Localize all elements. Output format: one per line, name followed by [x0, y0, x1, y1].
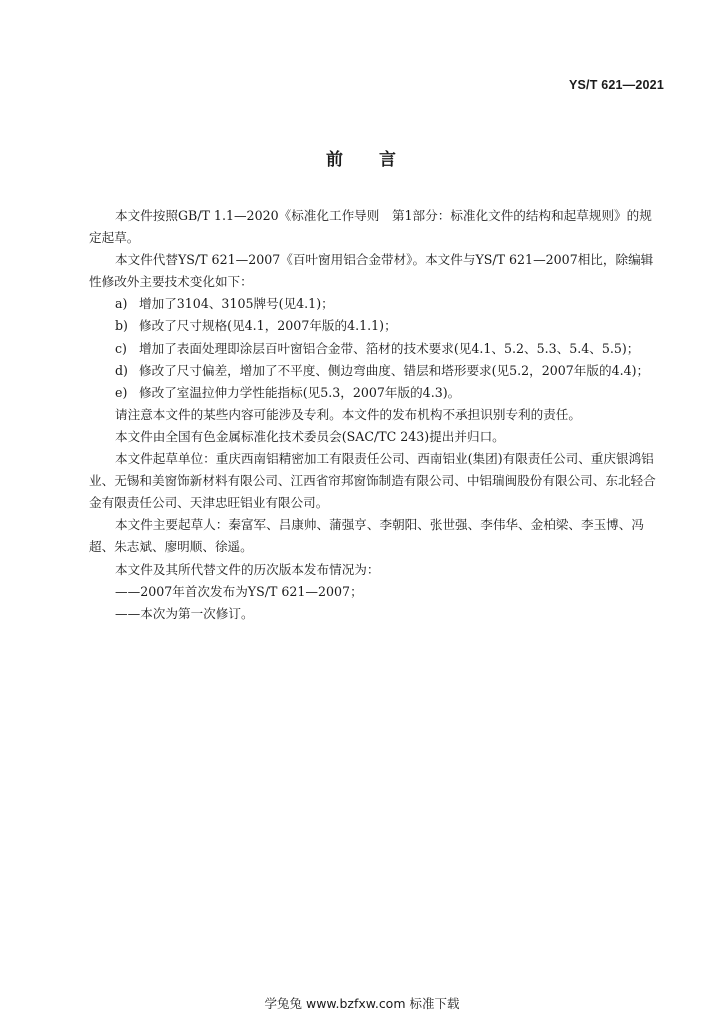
history-item: ——2007年首次发布为YS/T 621—2007；: [115, 583, 363, 599]
list-item: [89, 315, 661, 337]
list-item-label: d): [115, 362, 128, 378]
history-item: ——本次为第一次修订。: [115, 605, 254, 621]
standard-number: YS/T 621—2021: [568, 78, 664, 92]
list-item-text: 增加了表面处理即涂层百叶窗铝合金带、箔材的技术要求(见4.1、5.2、5.3、5.4、5.5)；: [139, 340, 640, 356]
paragraph-replaces: 本文件代替YS/T 621—2007《百叶窗用铝合金带材》。本文件与YS/T 621—2007相比，除编辑性修改外主要技术变化如下：: [89, 252, 654, 290]
paragraph-proposer: 本文件由全国有色金属标准化技术委员会(SAC/TC 243)提出并归口。: [115, 428, 505, 444]
list-item-text: 修改了室温拉伸力学性能指标(见5.3，2007年版的4.3)。: [139, 384, 461, 400]
paragraph-history-intro: 本文件及其所代替文件的历次版本发布情况为：: [115, 561, 380, 577]
list-item: [89, 382, 661, 404]
list-item: [89, 293, 661, 315]
paragraph-drafting-units: 本文件起草单位：重庆西南铝精密加工有限责任公司、西南铝业(集团)有限责任公司、重庆银鸿铝业、无锡和美窗饰新材料有限公司、江西省帘邦窗饰制造有限公司、中铝瑞闽股份有限公司、东北轻合金有限责任公司、天津忠旺铝业有限公司。: [89, 451, 656, 511]
list-item-label: c): [115, 340, 127, 356]
list-item-label: b): [115, 318, 128, 334]
list-item-label: e): [115, 384, 128, 400]
list-item: [89, 338, 661, 360]
title-char-2: 言: [379, 150, 398, 170]
list-item-text: 增加了3104、3105牌号(见4.1)；: [139, 296, 334, 312]
page-title: [0, 145, 724, 170]
list-item-label: a): [115, 296, 128, 312]
foreword-body: [89, 205, 661, 625]
paragraph-patent-notice: 请注意本文件的某些内容可能涉及专利。本文件的发布机构不承担识别专利的责任。: [115, 406, 581, 422]
paragraph-drafters: 本文件主要起草人：秦富军、吕康帅、蒲强亨、李朝阳、张世强、李伟华、金柏梁、李玉博、冯超、朱志斌、廖明顺、徐遥。: [89, 517, 644, 555]
paragraph-drafting-rules: 本文件按照GB/T 1.1—2020《标准化工作导则 第1部分：标准化文件的结构和起草规则》的规定起草。: [89, 208, 652, 246]
list-item-text: 修改了尺寸偏差，增加了不平度、侧边弯曲度、错层和塔形要求(见5.2，2007年版的4.4)；: [139, 362, 650, 378]
footer-watermark: 学兔兔 www.bzfxw.com 标准下载: [264, 996, 460, 1011]
title-char-1: 前: [326, 150, 345, 170]
list-item-text: 修改了尺寸规格(见4.1，2007年版的4.1.1)；: [139, 318, 397, 334]
list-item: [89, 360, 661, 382]
